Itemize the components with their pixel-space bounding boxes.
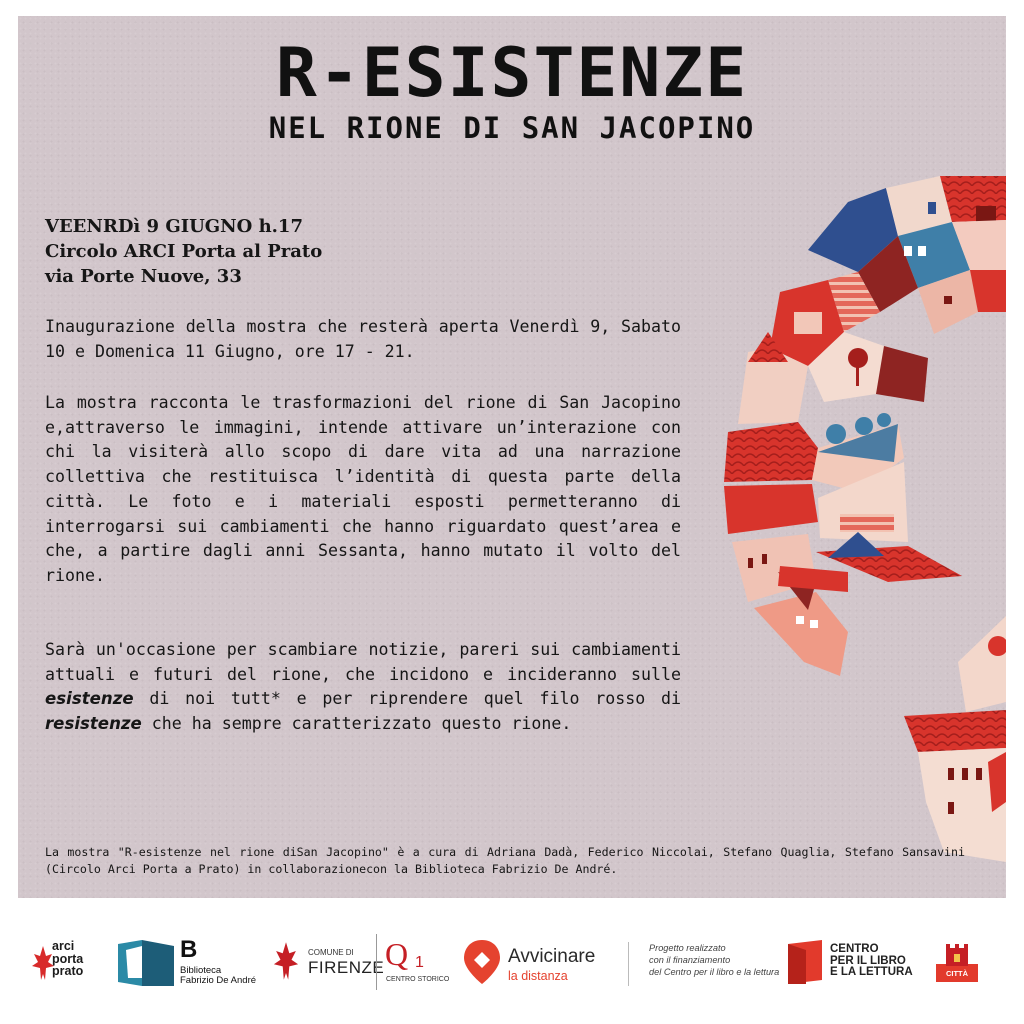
paragraph-opening-hours: Inaugurazione della mostra che resterà aperta Venerdì 9, Sabato 10 e Domenica 11 Giugno, ore 17 - 21. [45, 317, 681, 361]
left-arc [724, 280, 962, 676]
biblioteca-name [180, 966, 256, 986]
paragraph-invitation-text-3: che ha sempre caratterizzato questo rione. [151, 714, 572, 734]
paragraph-invitation-text-1: Sarà un'occasione per scambiare notizie, pareri sui cambiamenti attuali e futuri del rione, che incidono e incideranno sulle [45, 640, 681, 684]
neighborhood-illustration [708, 162, 1006, 862]
page-subtitle: NEL RIONE DI SAN JACOPINO [268, 111, 756, 145]
q1-subtitle: CENTRO STORICO [386, 976, 450, 983]
q1-number: 1 [415, 954, 424, 971]
sponsor-logos [0, 898, 1024, 1024]
lower-right [904, 616, 1006, 862]
cpl-line-1: CENTRO [830, 943, 879, 955]
emphasis-esistenze: esistenze [45, 689, 134, 709]
location-pin-icon [462, 938, 502, 986]
centro-libro-lettura-logo [786, 938, 916, 986]
event-date: VEENRDì 9 GIUGNO h.17 [45, 216, 303, 237]
poster [18, 16, 1006, 898]
cpl-line-3: E LA LETTURA [830, 966, 913, 978]
arci-line-2: porta [52, 951, 84, 966]
avvicinare-title: Avvicinare [508, 946, 596, 967]
citta-label: CITTÀ [945, 969, 969, 978]
project-note-line-3: del Centro per il libro e la lettura [649, 967, 780, 977]
biblioteca-line-1: Biblioteca [180, 965, 222, 976]
centro-libro-wordmark [830, 944, 913, 979]
book-icon [786, 940, 826, 984]
cpl-line-2: PER IL LIBRO [830, 954, 906, 967]
firenze-label: FIRENZE [308, 958, 385, 977]
biblioteca-letter: B [180, 936, 198, 963]
event-venue: Circolo ARCI Porta al Prato [45, 241, 323, 262]
arci-line-1: arci [52, 939, 75, 953]
biblioteca-line-2: Fabrizio De André [180, 975, 257, 986]
comune-di-label: COMUNE DI [308, 948, 354, 957]
event-address: via Porte Nuove, 33 [45, 266, 242, 287]
avvicinare-la-distanza-logo [462, 938, 612, 988]
florence-lily-icon [268, 940, 304, 984]
quartiere-1-logo [376, 934, 450, 990]
paragraph-description: La mostra racconta le trasformazioni del rione di San Jacopino e,attraverso le immagini, intende attivare un’interazione con chi la visiterà allo scopo di dare vita ad una narrazione collettiva che restituisca l’identità di questa parte della città. Le foto e i materiali esposti permetteranno di interrogarsi sui cambiamenti che hanno riguardato quest’area e che, a partire dagli anni Sessanta, hanno mutato il volto del rione. [45, 393, 681, 585]
paragraph-invitation-text-2: di noi tutt* e per riprendere quel filo rosso di [149, 689, 681, 709]
event-details [45, 214, 322, 289]
citta-che-legge-logo [934, 938, 982, 986]
q1-letter: Q [385, 936, 409, 972]
arci-wordmark [52, 940, 83, 978]
avvicinare-subtitle: la distanza [508, 969, 568, 983]
page-title: R-ESISTENZE [275, 34, 749, 113]
biblioteca-logo [118, 936, 257, 988]
emphasis-resistenze: resistenze [45, 714, 142, 734]
arci-line-3: prato [52, 964, 84, 978]
credits-text: La mostra "R-esistenze nel rione diSan Jacopino" è a cura di Adriana Dadà, Federico Niccolai, Stefano Quaglia, Stefano Sansavini (Circolo Arci Porta a Prato) in collaborazionecon la Biblioteca Fabrizio De André. [45, 845, 965, 876]
paragraph-invitation [45, 638, 681, 737]
book-icon [118, 938, 176, 988]
comune-firenze-logo [268, 938, 385, 988]
arci-porta-prato-logo [32, 940, 94, 986]
florence-lily-icon [32, 944, 54, 984]
upper-ring [808, 176, 1006, 334]
project-note-line-1: Progetto realizzato [649, 943, 726, 953]
project-note-line-2: con il finanziamento [649, 955, 731, 965]
project-funding-note [628, 942, 789, 986]
